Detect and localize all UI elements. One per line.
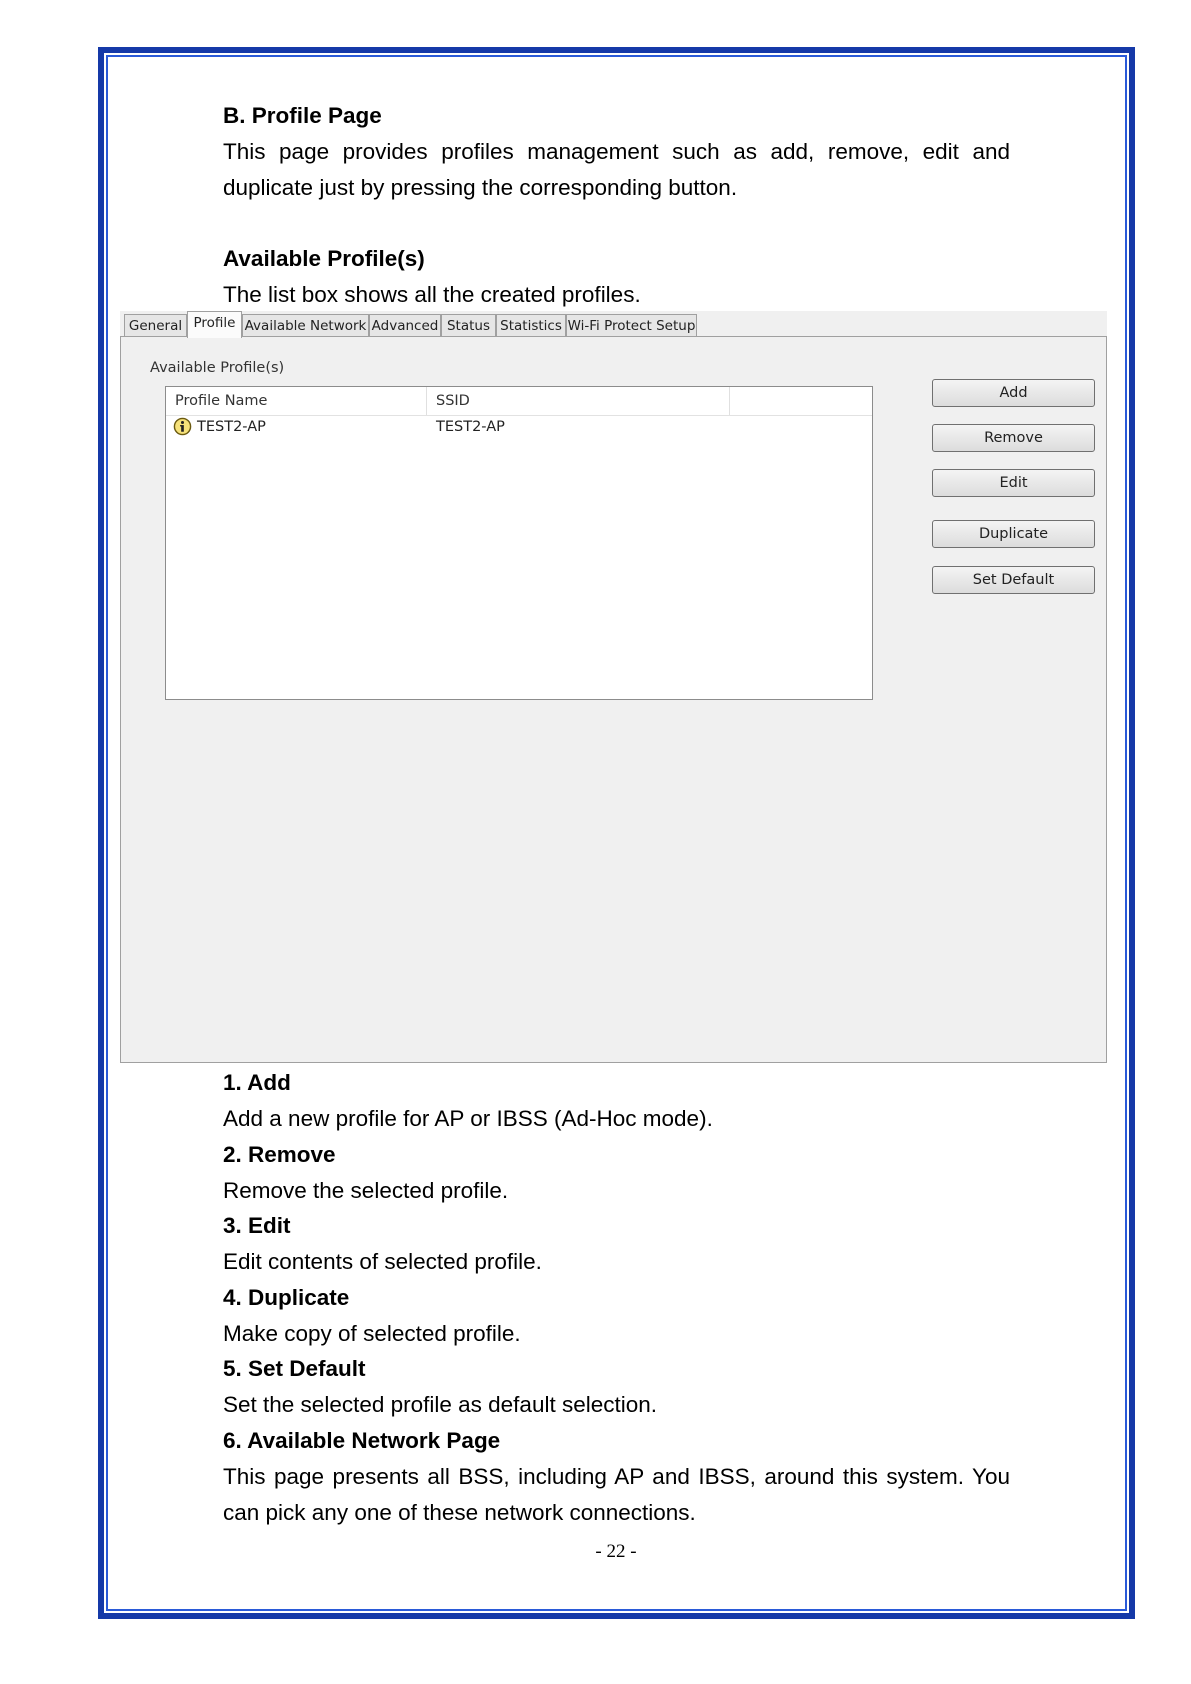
item-title-available-network: 6. Available Network Page bbox=[223, 1428, 501, 1453]
profile-list[interactable] bbox=[165, 386, 873, 700]
item-title-remove: 2. Remove bbox=[223, 1142, 336, 1167]
remove-button[interactable]: Remove bbox=[932, 424, 1095, 452]
item-desc-edit: Edit contents of selected profile. bbox=[223, 1249, 542, 1274]
intro-line-2: duplicate just by pressing the corresponding button. bbox=[223, 175, 738, 200]
tab-bar bbox=[120, 311, 1107, 337]
intro-line-1: This page provides profiles management such as add, remove, edit and bbox=[223, 139, 1010, 164]
available-profiles-label: Available Profile(s) bbox=[150, 360, 285, 376]
tab-wifi-protect-setup[interactable]: Wi-Fi Protect Setup bbox=[566, 314, 697, 336]
item-desc-remove: Remove the selected profile. bbox=[223, 1178, 509, 1203]
profile-name-cell: TEST2-AP bbox=[197, 419, 266, 435]
network-page-line-2: can pick any one of these network connections. bbox=[223, 1500, 696, 1525]
edit-button[interactable]: Edit bbox=[932, 469, 1095, 497]
tab-general[interactable]: General bbox=[124, 314, 187, 336]
page-number: - 22 - bbox=[595, 1541, 637, 1562]
list-item[interactable] bbox=[166, 415, 872, 439]
ssid-cell: TEST2-AP bbox=[436, 419, 505, 435]
tab-available-network[interactable]: Available Network bbox=[242, 314, 369, 336]
set-default-button[interactable]: Set Default bbox=[932, 566, 1095, 594]
item-desc-set-default: Set the selected profile as default selection. bbox=[223, 1392, 658, 1417]
add-button[interactable]: Add bbox=[932, 379, 1095, 407]
tab-profile[interactable]: Profile bbox=[187, 311, 242, 338]
item-title-duplicate: 4. Duplicate bbox=[223, 1285, 350, 1310]
item-desc-add: Add a new profile for AP or IBSS (Ad-Hoc mode). bbox=[223, 1106, 713, 1131]
item-desc-duplicate: Make copy of selected profile. bbox=[223, 1321, 521, 1346]
profile-status-icon bbox=[173, 417, 192, 436]
section-heading: B. Profile Page bbox=[223, 103, 382, 128]
tab-status[interactable]: Status bbox=[441, 314, 496, 336]
item-title-edit: 3. Edit bbox=[223, 1213, 291, 1238]
duplicate-button[interactable]: Duplicate bbox=[932, 520, 1095, 548]
profile-window-screenshot bbox=[120, 311, 1107, 1063]
column-profile-name[interactable]: Profile Name bbox=[166, 387, 427, 415]
network-page-line-1: This page presents all BSS, including AP and IBSS, around this system. You bbox=[223, 1464, 1010, 1489]
column-ssid[interactable]: SSID bbox=[427, 387, 730, 415]
profile-tab-panel bbox=[120, 336, 1107, 1063]
available-heading: Available Profile(s) bbox=[223, 246, 425, 271]
tab-advanced[interactable]: Advanced bbox=[369, 314, 441, 336]
list-header bbox=[166, 387, 872, 416]
available-text: The list box shows all the created profiles. bbox=[223, 282, 641, 307]
panel-body bbox=[127, 341, 1100, 1058]
item-title-add: 1. Add bbox=[223, 1070, 291, 1095]
item-title-set-default: 5. Set Default bbox=[223, 1356, 366, 1381]
tab-statistics[interactable]: Statistics bbox=[496, 314, 566, 336]
